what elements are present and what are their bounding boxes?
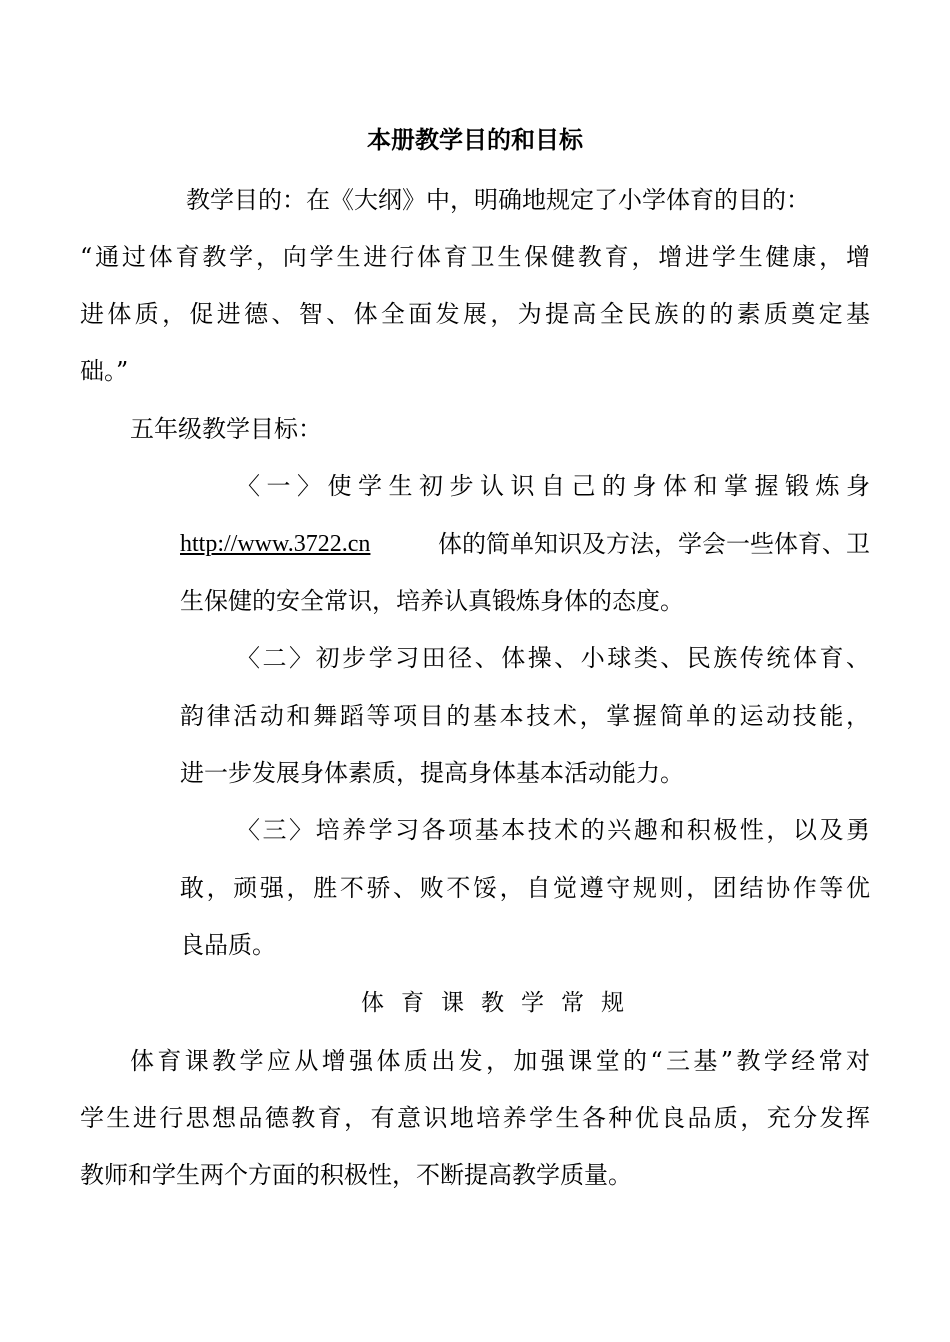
grade-goals-heading: 五年级教学目标： xyxy=(130,415,322,443)
purpose-line-2: “通过体育教学，向学生进行体育卫生保健教育，增进学生健康，增 xyxy=(80,243,870,271)
purpose-line-1: 教学目的：在《大纲》中，明确地规定了小学体育的目的： xyxy=(186,186,810,214)
purpose-line-3: 进体质，促进德、智、体全面发展，为提高全民族的的素质奠定基 xyxy=(80,300,870,328)
section-title: 体育课教学常规 xyxy=(361,990,641,1016)
goal-3-line-3: 良品质。 xyxy=(180,931,276,959)
routine-line-2: 学生进行思想品德教育，有意识地培养学生各种优良品质，充分发挥 xyxy=(80,1104,870,1132)
goal-2-line-3: 进一步发展身体素质，提高身体基本活动能力。 xyxy=(180,759,684,787)
goal-3-line-2: 敢，顽强，胜不骄、败不馁，自觉遵守规则，团结协作等优 xyxy=(180,874,870,902)
goal-1-line-2-text: 体的简单知识及方法，学会一些体育、卫 xyxy=(438,530,870,558)
page-title: 本册教学目的和目标 xyxy=(367,126,583,154)
goal-1-line-3: 生保健的安全常识，培养认真锻炼身体的态度。 xyxy=(180,587,684,615)
goal-2-line-1: 〈二〉初步学习田径、体操、小球类、民族传统体育、 xyxy=(236,644,870,672)
purpose-line-4: 础。” xyxy=(80,357,129,385)
goal-3-line-1: 〈三〉培养学习各项基本技术的兴趣和积极性，以及勇 xyxy=(236,816,870,844)
goal-2-line-2: 韵律活动和舞蹈等项目的基本技术，掌握简单的运动技能， xyxy=(180,702,870,730)
goal-1-line-2 xyxy=(180,529,870,559)
routine-line-1: 体育课教学应从增强体质出发，加强课堂的“三基”教学经常对 xyxy=(130,1047,870,1075)
website-link[interactable]: http://www.3722.cn xyxy=(180,531,371,557)
goal-1-line-1: 〈一〉使学生初步认识自己的身体和掌握锻炼身 xyxy=(236,472,870,500)
routine-line-3: 教师和学生两个方面的积极性，不断提高教学质量。 xyxy=(80,1161,632,1189)
